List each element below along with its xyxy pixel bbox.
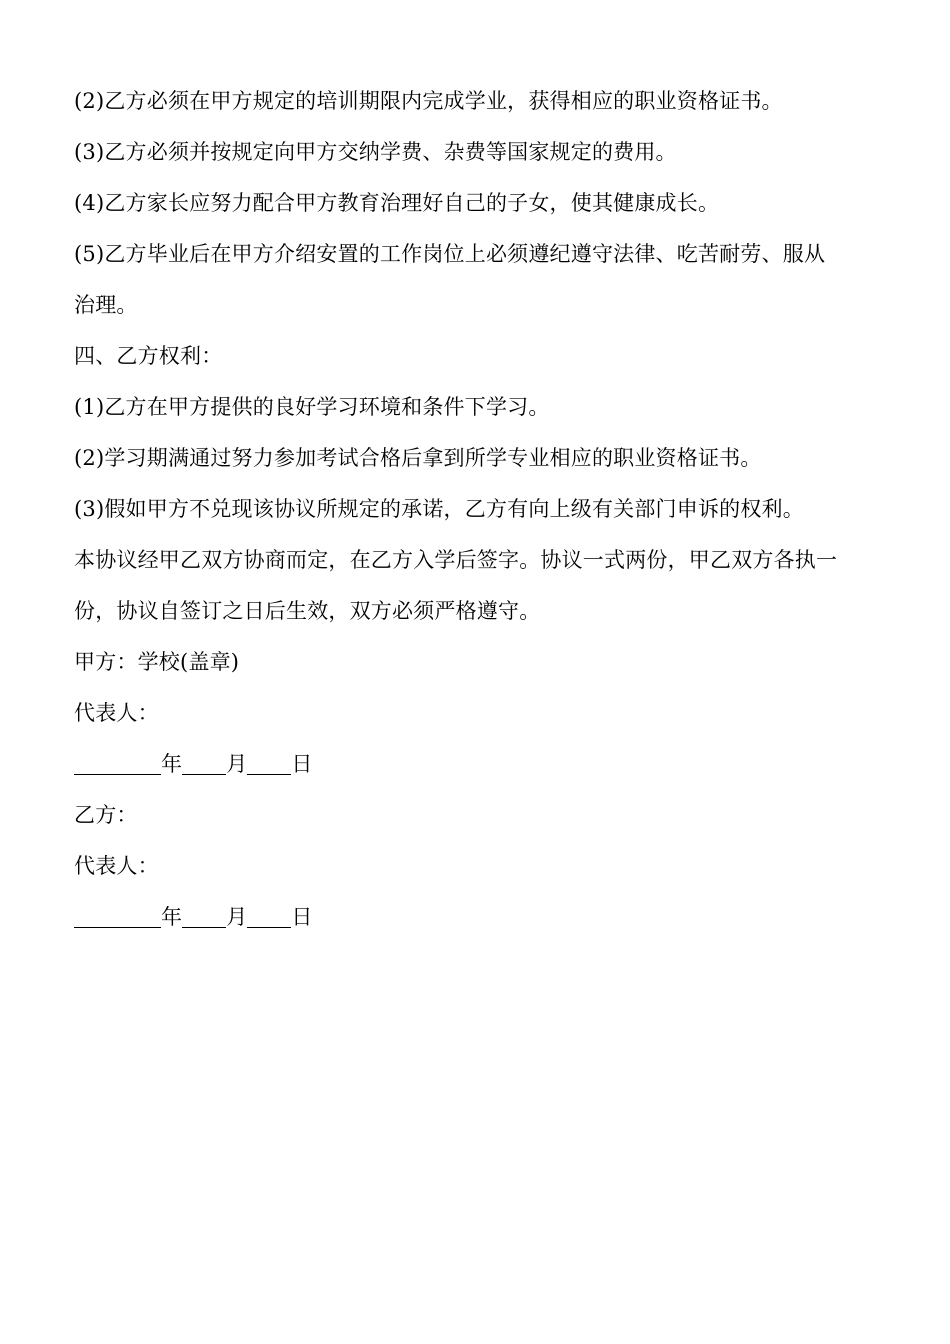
- date-line-a: [74, 739, 880, 790]
- day-label: 日: [291, 905, 313, 929]
- month-label: 月: [226, 905, 248, 929]
- clause-b5: (5)乙方毕业后在甲方介绍安置的工作岗位上必须遵纪遵守法律、吃苦耐劳、服从: [74, 242, 826, 266]
- party-a-signature: 甲方：学校(盖章): [74, 650, 240, 674]
- party-b-representative: 代表人：: [74, 854, 159, 878]
- day-label: 日: [291, 752, 313, 776]
- right-1: (1)乙方在甲方提供的良好学习环境和条件下学习。: [74, 395, 550, 419]
- month-blank[interactable]: [182, 748, 226, 775]
- year-label: 年: [161, 905, 183, 929]
- date-line-b: [74, 892, 880, 943]
- month-blank[interactable]: [182, 901, 226, 928]
- clause-b5-cont: 治理。: [74, 293, 138, 317]
- clause-b2: (2)乙方必须在甲方规定的培训期限内完成学业，获得相应的职业资格证书。: [74, 89, 783, 113]
- right-2: (2)学习期满通过努力参加考试合格后拿到所学专业相应的职业资格证书。: [74, 446, 762, 470]
- party-b-signature: 乙方：: [74, 803, 138, 827]
- right-3: (3)假如甲方不兑现该协议所规定的承诺，乙方有向上级有关部门申诉的权利。: [74, 497, 804, 521]
- year-label: 年: [161, 752, 183, 776]
- party-a-representative: 代表人：: [74, 701, 159, 725]
- clause-b3: (3)乙方必须并按规定向甲方交纳学费、杂费等国家规定的费用。: [74, 140, 677, 164]
- year-blank[interactable]: [74, 901, 161, 928]
- month-label: 月: [226, 752, 248, 776]
- clause-b4: (4)乙方家长应努力配合甲方教育治理好自己的子女，使其健康成长。: [74, 191, 720, 215]
- agreement-terms-cont: 份，协议自签订之日后生效，双方必须严格遵守。: [74, 599, 541, 623]
- agreement-terms: 本协议经甲乙双方协商而定，在乙方入学后签字。协议一式两份，甲乙双方各执一: [74, 548, 838, 572]
- day-blank[interactable]: [247, 901, 291, 928]
- section-heading-rights: 四、乙方权利：: [74, 344, 223, 368]
- document-body: [74, 76, 880, 943]
- day-blank[interactable]: [247, 748, 291, 775]
- year-blank[interactable]: [74, 748, 161, 775]
